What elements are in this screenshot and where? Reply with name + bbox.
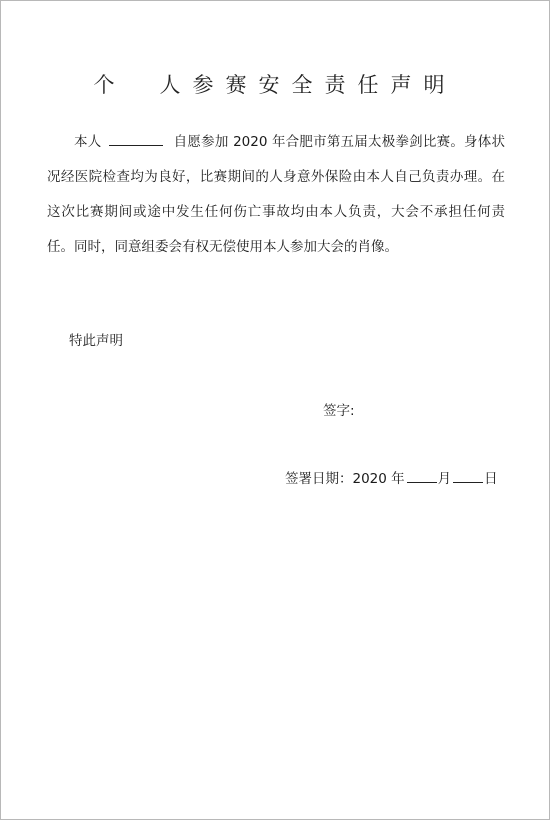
- day-blank: [453, 469, 483, 483]
- month-label: 月: [437, 471, 452, 487]
- statement-prefix: 本人: [74, 134, 102, 150]
- signature-label: 签字:: [323, 403, 355, 419]
- statement-paragraph: [47, 125, 505, 265]
- sign-date-line: [285, 467, 498, 487]
- name-blank: [109, 132, 163, 146]
- sign-date-label: 签署日期：2020 年: [285, 471, 405, 487]
- day-label: 日: [484, 471, 498, 487]
- month-blank: [407, 469, 437, 483]
- document-title: 个 人参赛安全责任声明: [93, 73, 457, 97]
- statement-text: 自愿参加 2020 年合肥市第五届太极拳剑比赛。身体状况经医院检查均为良好，比赛期间的人身意外保险由本人自己负责办理。在这次比赛期间或途中发生任何伤亡事故均由本人负责，大会不承担任何责任。同时，同意组委会有权无偿使用本人参加大会的肖像。: [47, 134, 505, 255]
- closing-statement: 特此声明: [69, 333, 123, 349]
